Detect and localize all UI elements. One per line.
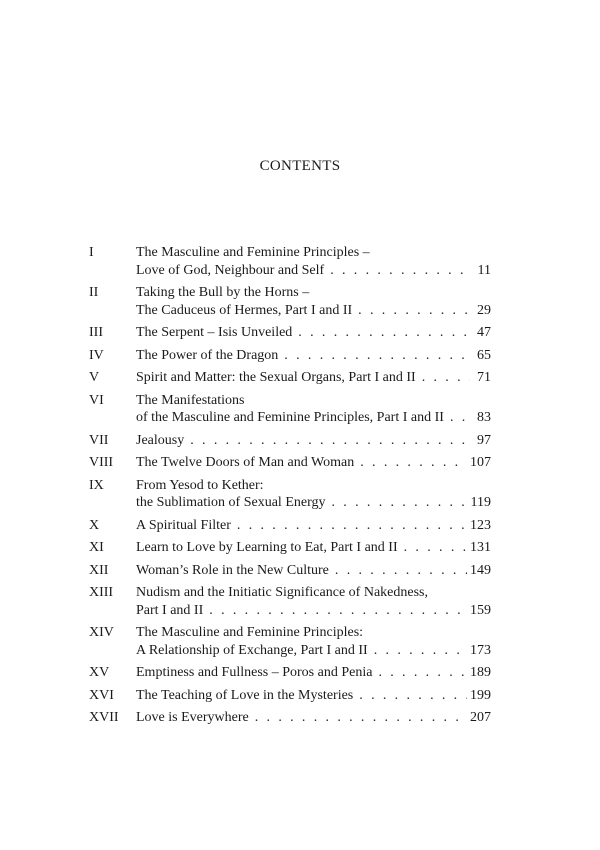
chapter-title-text: A Spiritual Filter xyxy=(136,517,231,533)
chapter-title-line xyxy=(136,584,491,602)
chapter-title-line xyxy=(136,262,491,280)
chapter-title-text: Learn to Love by Learning to Eat, Part I and II xyxy=(136,540,398,555)
chapter-title-line xyxy=(136,392,491,410)
chapter-number: V xyxy=(89,370,100,385)
chapter-title-text: The Twelve Doors of Man and Woman xyxy=(136,455,355,470)
chapter-title xyxy=(136,477,491,512)
chapter-number: X xyxy=(89,517,100,533)
page-number: 173 xyxy=(470,642,491,658)
chapter-title-line xyxy=(136,369,491,387)
chapter-title-line xyxy=(136,409,491,427)
chapter-number: XIII xyxy=(89,585,114,600)
chapter-title xyxy=(136,392,491,427)
chapter-title xyxy=(136,584,491,619)
chapter-number: VII xyxy=(89,432,109,448)
chapter-title xyxy=(136,687,491,705)
chapter-title xyxy=(136,369,491,387)
chapter-title-text: The Power of the Dragon xyxy=(136,347,279,363)
chapter-title-line xyxy=(136,642,491,660)
chapter-title xyxy=(136,709,491,727)
dot-leader xyxy=(359,687,467,705)
chapter-title-line xyxy=(136,709,491,727)
chapter-title-text: the Sublimation of Sexual Energy xyxy=(136,495,326,510)
toc-entry xyxy=(89,562,491,580)
chapter-title-text: Part I and II xyxy=(136,602,204,618)
dot-leader xyxy=(209,602,467,620)
toc-entry xyxy=(89,347,491,365)
toc-entry xyxy=(89,284,491,319)
chapter-title-text: Love of God, Neighbour and Self xyxy=(136,262,325,278)
page-number: 149 xyxy=(470,562,491,578)
chapter-title xyxy=(136,244,491,279)
chapter-title-line xyxy=(136,562,491,580)
page-number: 199 xyxy=(470,687,491,703)
chapter-title xyxy=(136,517,491,535)
chapter-title-line xyxy=(136,432,491,450)
chapter-number: II xyxy=(89,285,99,300)
chapter-title-text: The Teaching of Love in the Mysteries xyxy=(136,687,354,703)
chapter-number: IX xyxy=(89,477,104,493)
chapter-title xyxy=(136,664,491,682)
chapter-title xyxy=(136,432,491,450)
dot-leader xyxy=(284,347,470,365)
page-number: 119 xyxy=(470,495,491,510)
page-number: 83 xyxy=(477,410,491,425)
table-of-contents xyxy=(89,244,491,732)
chapter-number: XII xyxy=(89,562,109,578)
chapter-title xyxy=(136,284,491,319)
toc-entry xyxy=(89,392,491,427)
page-number: 107 xyxy=(470,455,491,470)
chapter-number: IV xyxy=(89,347,104,363)
chapter-title-text: The Manifestations xyxy=(136,392,245,408)
dot-leader xyxy=(237,517,467,535)
chapter-title-line xyxy=(136,664,491,682)
chapter-number: VI xyxy=(89,392,104,408)
toc-entry xyxy=(89,539,491,557)
chapter-title-line xyxy=(136,324,491,342)
page-number: 65 xyxy=(477,347,491,363)
chapter-title-line xyxy=(136,602,491,620)
chapter-title xyxy=(136,562,491,580)
toc-entry xyxy=(89,477,491,512)
dot-leader xyxy=(332,494,468,512)
toc-entry xyxy=(89,624,491,659)
chapter-title xyxy=(136,324,491,342)
chapter-number: XIV xyxy=(89,625,114,640)
dot-leader xyxy=(255,709,467,727)
chapter-title-text: Love is Everywhere xyxy=(136,710,249,725)
chapter-title xyxy=(136,347,491,365)
page-number: 71 xyxy=(477,370,491,385)
page-number: 11 xyxy=(477,262,491,278)
chapter-number: I xyxy=(89,245,94,260)
chapter-title-line xyxy=(136,539,491,557)
page-number: 47 xyxy=(477,325,491,340)
chapter-number: VIII xyxy=(89,455,114,470)
dot-leader xyxy=(422,369,470,387)
dot-leader xyxy=(330,262,470,280)
chapter-number: III xyxy=(89,325,103,340)
page-number: 131 xyxy=(470,540,491,555)
dot-leader xyxy=(298,324,470,342)
chapter-title-line xyxy=(136,517,491,535)
dot-leader xyxy=(378,664,467,682)
toc-entry xyxy=(89,369,491,387)
chapter-title-line xyxy=(136,624,491,642)
dot-leader xyxy=(374,642,467,660)
dot-leader xyxy=(450,409,470,427)
page-number: 29 xyxy=(477,302,491,318)
dot-leader xyxy=(335,562,467,580)
toc-entry xyxy=(89,454,491,472)
chapter-title xyxy=(136,624,491,659)
chapter-title-text: Spirit and Matter: the Sexual Organs, Part I and II xyxy=(136,370,416,385)
page-number: 97 xyxy=(477,432,491,448)
chapter-title xyxy=(136,539,491,557)
chapter-title-text: The Masculine and Feminine Principles – xyxy=(136,245,370,260)
chapter-title-line xyxy=(136,454,491,472)
chapter-title-text: The Serpent – Isis Unveiled xyxy=(136,325,293,340)
chapter-title-line xyxy=(136,494,491,512)
page-number: 207 xyxy=(470,710,491,725)
chapter-title-line xyxy=(136,302,491,320)
chapter-title-line xyxy=(136,687,491,705)
toc-entry xyxy=(89,324,491,342)
toc-entry xyxy=(89,664,491,682)
dot-leader xyxy=(360,454,467,472)
chapter-title-text: of the Masculine and Feminine Principles, Part I and II xyxy=(136,410,444,425)
toc-entry xyxy=(89,584,491,619)
chapter-title-text: Taking the Bull by the Horns – xyxy=(136,285,310,300)
dot-leader xyxy=(404,539,467,557)
chapter-title-line xyxy=(136,284,491,302)
page-number: 159 xyxy=(470,602,491,618)
chapter-title-text: A Relationship of Exchange, Part I and II xyxy=(136,642,368,658)
chapter-title-text: Nudism and the Initiatic Significance of Nakedness, xyxy=(136,585,428,600)
dot-leader xyxy=(358,302,470,320)
toc-entry xyxy=(89,709,491,727)
chapter-title-text: The Masculine and Feminine Principles: xyxy=(136,625,364,640)
toc-entry xyxy=(89,687,491,705)
chapter-title-line xyxy=(136,244,491,262)
toc-entry xyxy=(89,244,491,279)
chapter-title-line xyxy=(136,347,491,365)
chapter-title-text: The Caduceus of Hermes, Part I and II xyxy=(136,302,353,318)
dot-leader xyxy=(190,432,470,450)
chapter-title-text: Woman’s Role in the New Culture xyxy=(136,562,329,578)
page-number: 189 xyxy=(470,665,491,680)
chapter-title xyxy=(136,454,491,472)
chapter-title-text: Jealousy xyxy=(136,432,185,448)
toc-entry xyxy=(89,517,491,535)
chapter-number: XVII xyxy=(89,710,119,725)
page-title: CONTENTS xyxy=(259,158,341,174)
chapter-number: XI xyxy=(89,540,104,555)
chapter-title-text: Emptiness and Fullness – Poros and Penia xyxy=(136,665,373,680)
chapter-title-text: From Yesod to Kether: xyxy=(136,477,264,493)
chapter-title-line xyxy=(136,477,491,495)
page-number: 123 xyxy=(470,517,491,533)
chapter-number: XVI xyxy=(89,687,114,703)
toc-entry xyxy=(89,432,491,450)
chapter-number: XV xyxy=(89,665,110,680)
